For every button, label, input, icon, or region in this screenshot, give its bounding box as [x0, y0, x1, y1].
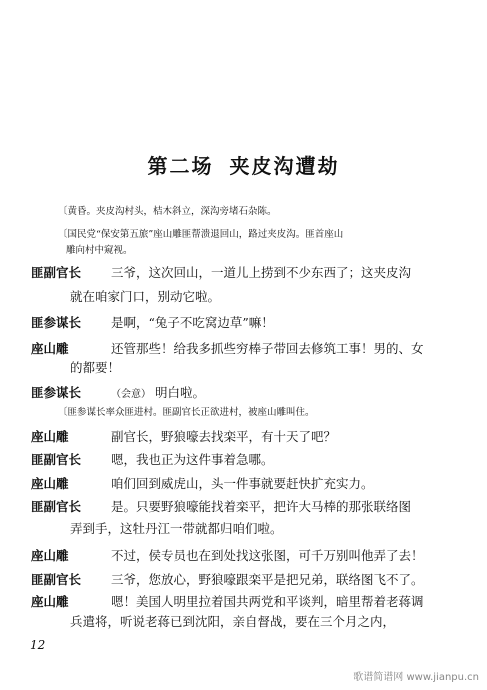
speaker-name: 座山雕	[31, 594, 69, 609]
speaker-name: 匪副官长	[31, 572, 82, 587]
dialogue-line	[31, 476, 374, 492]
dialogue-line	[31, 452, 274, 468]
dialogue-text: 副官长，野狼嚎去找栾平，有十天了吧？	[111, 429, 337, 444]
speaker-name: 座山雕	[31, 476, 69, 491]
scene-name: 夹皮沟遭劫	[229, 154, 340, 178]
speaker-name: 匪参谋长	[31, 315, 82, 330]
dialogue-line	[31, 341, 424, 357]
dialogue-text: 嗯，我也正为这件事着急哪。	[111, 452, 274, 467]
dialogue-line	[31, 265, 411, 281]
dialogue-text: 明白啦。	[155, 385, 206, 400]
dialogue-text: 嗯！美国人明里拉着国共两党和平谈判，暗里帮着老蒋调	[111, 594, 424, 609]
dialogue-line	[31, 315, 274, 331]
scene-title	[0, 150, 487, 179]
speaker-name: 匪副官长	[31, 499, 82, 514]
stage-direction: 〔国民党“保安第五旅”座山雕匪帮溃退回山，路过夹皮沟。匪首座山	[58, 229, 344, 240]
dialogue-text: 三爷，这次回山，一道儿上捞到不少东西了；这夹皮沟	[111, 265, 412, 280]
dialogue-continuation: 弄到手，这牡丹江一带就都归咱们啦。	[70, 521, 283, 536]
speaker-name: 座山雕	[31, 548, 69, 563]
speaker-name: 座山雕	[31, 341, 69, 356]
dialogue-text: 是。只要野狼嚎能找着栾平，把许大马棒的那张联络图	[111, 499, 412, 514]
stage-note: （会意）	[111, 389, 151, 400]
stage-direction: 雕向村中窥视。	[66, 245, 133, 256]
dialogue-line	[31, 594, 424, 610]
dialogue-text: 咱们回到威虎山，头一件事就要赶快扩充实力。	[111, 476, 374, 491]
dialogue-line	[31, 548, 424, 564]
dialogue-line	[31, 572, 424, 588]
speaker-name: 座山雕	[31, 429, 69, 444]
scene-number: 第二场	[147, 154, 214, 178]
dialogue-line	[31, 499, 411, 515]
speaker-name: 匪副官长	[31, 452, 82, 467]
dialogue-text: 三爷，您放心，野狼嚎跟栾平是把兄弟，联络图飞不了。	[111, 572, 424, 587]
watermark: 歌谱简谱网 www.jianpu.cn	[353, 672, 479, 683]
dialogue-continuation: 就在咱家门口，别动它啦。	[70, 289, 221, 304]
speaker-name: 匪参谋长	[31, 385, 82, 400]
page-number: 12	[30, 638, 46, 652]
stage-direction: 〔黄昏。夹皮沟村头，桔木斜立，深沟旁堵石杂陈。	[58, 206, 277, 217]
dialogue-continuation: 的都要！	[70, 360, 121, 375]
stage-direction: 〔匪参谋长率众匪进村。匪副官长正欲进村，被座山雕叫住。	[58, 407, 315, 418]
dialogue-continuation: 兵遣将，听说老蒋已到沈阳，亲自督战，要在三个月之内，	[70, 614, 396, 629]
dialogue-line	[31, 429, 336, 445]
speaker-name: 匪副官长	[31, 265, 82, 280]
dialogue-text: 还管那些！给我多抓些穷棒子带回去修筑工事！男的、女	[111, 341, 424, 356]
dialogue-line	[31, 385, 205, 403]
dialogue-text: 是啊，“兔子不吃窝边草”嘛！	[111, 315, 274, 330]
dialogue-text: 不过，侯专员也在到处找这张图，可千万别叫他弄了去！	[111, 548, 424, 563]
